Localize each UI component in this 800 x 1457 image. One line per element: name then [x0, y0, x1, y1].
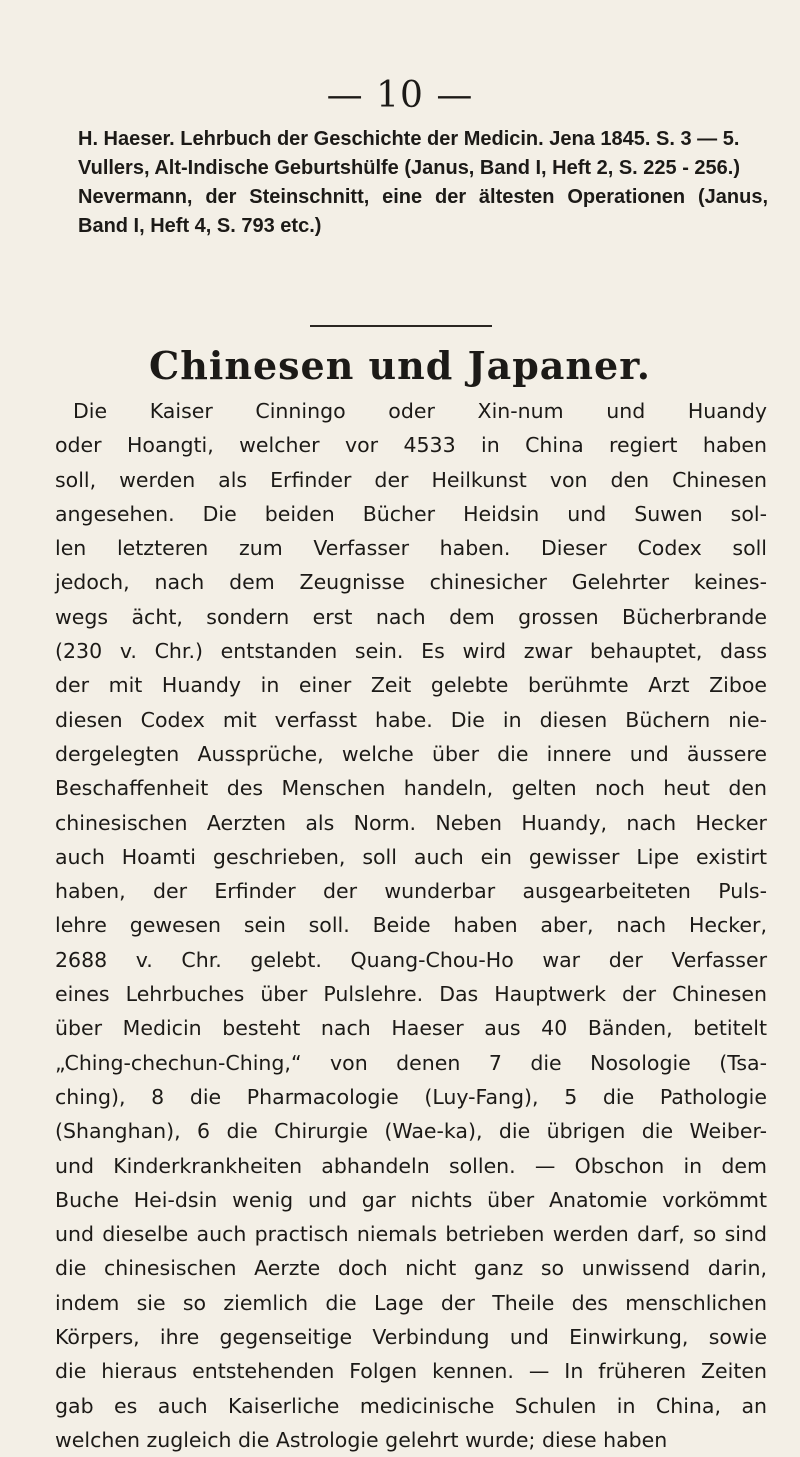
- body-line: chinesischen Aerzten als Norm. Neben Huandy, nach Hecker: [55, 810, 767, 835]
- section-divider: [310, 325, 492, 327]
- body-line: (230 v. Chr.) entstanden sein. Es wird zwar behauptet, dass: [55, 639, 767, 664]
- reference-list: [78, 125, 768, 241]
- body-line: Die Kaiser Cinningo oder Xin-num und Huandy: [73, 399, 767, 423]
- body-line: soll, werden als Erfinder der Heilkunst von den Chinesen: [55, 467, 767, 492]
- section-title: Chinesen und Japaner.: [149, 343, 651, 388]
- body-paragraph: [55, 394, 767, 1457]
- body-line: und dieselbe auch practisch niemals betrieben werden darf, so sind: [55, 1222, 767, 1247]
- body-line: len letzteren zum Verfasser haben. Dieser Codex soll: [55, 536, 767, 561]
- body-line: Körpers, ihre gegenseitige Verbindung und Einwirkung, sowie: [55, 1325, 767, 1350]
- reference-haeser: H. Haeser. Lehrbuch der Geschichte der Medicin. Jena 1845. S. 3 — 5.: [78, 128, 740, 150]
- body-line: dergelegten Aussprüche, welche über die innere und äussere: [55, 741, 767, 766]
- body-line: lehre gewesen sein soll. Beide haben aber, nach Hecker,: [55, 913, 767, 938]
- body-line: indem sie so ziemlich die Lage der Theile des menschlichen: [55, 1290, 767, 1315]
- reference-nevermann: Nevermann, der Steinschnitt, eine der ältesten Operationen (Janus, Band I, Heft 4, S. 793 etc.): [78, 186, 768, 237]
- body-line: oder Hoangti, welcher vor 4533 in China regiert haben: [55, 433, 767, 458]
- reference-vullers: Vullers, Alt-Indische Geburtshülfe (Janus, Band I, Heft 2, S. 225 - 256.): [78, 157, 741, 179]
- body-line: wegs ächt, sondern erst nach dem grossen Bücherbrande: [55, 604, 767, 629]
- body-line: die chinesischen Aerzte doch nicht ganz so unwissend darin,: [55, 1256, 767, 1281]
- body-line: diesen Codex mit verfasst habe. Die in diesen Büchern nie-: [55, 707, 767, 732]
- body-line: und Kinderkrankheiten abhandeln sollen. — Obschon in dem: [55, 1153, 767, 1178]
- body-line: ching), 8 die Pharmacologie (Luy-Fang), 5 die Pathologie: [55, 1084, 767, 1109]
- body-line: Buche Hei-dsin wenig und gar nichts über Anatomie vorkömmt: [55, 1187, 767, 1212]
- body-line: „Ching-chechun-Ching,“ von denen 7 die Nosologie (Tsa-: [55, 1050, 767, 1075]
- body-line: (Shanghan), 6 die Chirurgie (Wae-ka), die übrigen die Weiber-: [55, 1119, 767, 1144]
- body-line: welchen zugleich die Astrologie gelehrt wurde; diese haben: [55, 1427, 668, 1452]
- body-line: angesehen. Die beiden Bücher Heidsin und Suwen sol-: [55, 501, 767, 526]
- body-line: Beschaffenheit des Menschen handeln, gelten noch heut den: [55, 776, 767, 801]
- body-line: eines Lehrbuches über Pulslehre. Das Hauptwerk der Chinesen: [55, 982, 767, 1007]
- body-line: haben, der Erfinder der wunderbar ausgearbeiteten Puls-: [55, 879, 767, 904]
- body-line: auch Hoamti geschrieben, soll auch ein gewisser Lipe existirt: [55, 844, 767, 869]
- body-line: 2688 v. Chr. gelebt. Quang-Chou-Ho war der Verfasser: [55, 947, 767, 972]
- body-line: der mit Huandy in einer Zeit gelebte berühmte Arzt Ziboe: [55, 673, 767, 698]
- body-line: über Medicin besteht nach Haeser aus 40 Bänden, betitelt: [55, 1016, 767, 1041]
- body-line: jedoch, nach dem Zeugnisse chinesicher Gelehrter keines-: [55, 570, 767, 595]
- body-line: gab es auch Kaiserliche medicinische Schulen in China, an: [55, 1393, 767, 1418]
- page-number: — 10 —: [326, 75, 474, 116]
- body-line: die hieraus entstehenden Folgen kennen. — In früheren Zeiten: [55, 1359, 767, 1384]
